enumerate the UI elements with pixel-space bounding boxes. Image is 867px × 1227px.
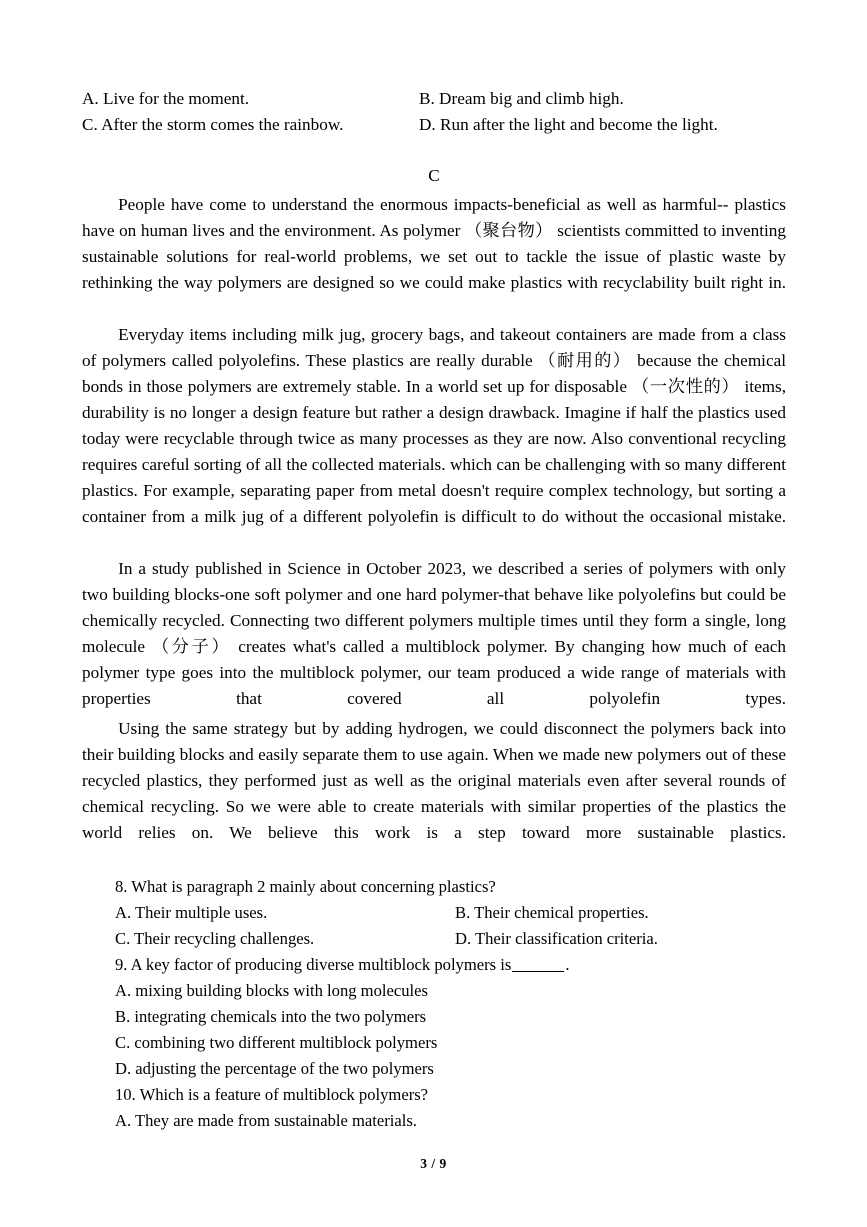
passage-paragraph-4 (82, 716, 786, 872)
question-10-stem-line (115, 1082, 786, 1108)
paragraph-text: Everyday items including milk jug, grocery bags, and takeout containers are made from a class of polymers called polyolefins. These plastics are really durable （耐用的） because the chemical bonds in those polymers are extremely stable. In a world set up for disposable （一次性的） items, durability is no longer a design feature but rather a design drawback. Imagine if half the plastics used today were recyclable through twice as many processes as they are now. Also conventional recycling requires careful sorting of all the collected materials. which can be challenging with so many different plastics. For example, separating paper from metal doesn't require complex technology, but sorting a container from a milk jug of a different polyolefin is difficult to do without the occasional mistake. (82, 325, 786, 526)
question-9-option-b[interactable]: B. integrating chemicals into the two polymers (115, 1007, 427, 1026)
question-9-option-b-line (115, 1004, 786, 1030)
question-10-option-a[interactable]: A. They are made from sustainable materials. (115, 1111, 417, 1130)
passage-paragraph-2 (82, 322, 786, 556)
paragraph-text: In a study published in Science in October 2023, we described a series of polymers with only two building blocks-one soft polymer and one hard polymer-that behave like polyolefins but could be chemically recycled. Connecting two different polymers multiple times until they form a single, long molecule （分子） creates what's called a multiblock polymer. By changing how much of each polymer type goes into the multiblock polymer, our team produced a wide range of materials with properties that covered all polyolefin types. (82, 559, 786, 708)
paragraph-text: Using the same strategy but by adding hydrogen, we could disconnect the polymers back into their building blocks and easily separate them to use again. When we made new polymers out of these recycled plastics, they performed just as well as the original materials even after several rounds of chemical recycling. So we were able to create materials with similar properties of the plastics the world relies on. We believe this work is a step toward more sustainable plastics. (82, 719, 786, 842)
option-b[interactable]: B. Dream big and climb high. (419, 89, 624, 108)
question-9-option-c-line (115, 1030, 786, 1056)
question-10-option-a-line (115, 1108, 786, 1134)
question-9-option-c[interactable]: C. combining two different multiblock polymers (115, 1033, 438, 1052)
passage-paragraph-1 (82, 192, 786, 322)
option-c[interactable]: C. After the storm comes the rainbow. (82, 115, 344, 134)
section-letter: C (428, 166, 440, 185)
question-9-option-a[interactable]: A. mixing building blocks with long molecules (115, 981, 428, 1000)
question-8-option-d[interactable]: D. Their classification criteria. (455, 929, 658, 948)
option-a[interactable]: A. Live for the moment. (82, 89, 250, 108)
question-8-options-row-2 (115, 926, 786, 952)
question-9-option-d[interactable]: D. adjusting the percentage of the two polymers (115, 1059, 434, 1078)
question-8-option-b[interactable]: B. Their chemical properties. (455, 903, 649, 922)
question-8-stem-line (115, 874, 786, 900)
question-9-option-a-line (115, 978, 786, 1004)
paragraph-text: People have come to understand the enormous impacts-beneficial as well as harmful-- plastics have on human lives and the environment. As polymer （聚台物） scientists committed to inventing sustainable solutions for real-world problems, we set out to tackle the issue of plastic waste by rethinking the way polymers are designed so we could make plastics with recyclability built right in. (82, 195, 786, 292)
question-8-options-row-1 (115, 900, 786, 926)
answer-blank[interactable] (512, 971, 564, 972)
question-8-option-a[interactable]: A. Their multiple uses. (115, 903, 268, 922)
question-9-stem-line (115, 952, 786, 978)
question-9-stem-text: 9. A key factor of producing diverse multiblock polymers is (115, 955, 512, 974)
question-10 (115, 1082, 786, 1134)
option-d[interactable]: D. Run after the light and become the light. (419, 115, 718, 134)
passage-paragraph-3 (82, 556, 786, 738)
question-block (115, 874, 786, 1134)
page-number-footer: 3 / 9 (420, 1156, 447, 1171)
question-9-stem-tail: . (565, 955, 570, 974)
question-8-option-c[interactable]: C. Their recycling challenges. (115, 929, 315, 948)
question-9-option-d-line (115, 1056, 786, 1082)
question-8 (115, 874, 786, 952)
question-10-stem: 10. Which is a feature of multiblock polymers? (115, 1085, 429, 1104)
question-9-stem (115, 952, 570, 978)
option-row (82, 86, 786, 112)
question-8-stem: 8. What is paragraph 2 mainly about concerning plastics? (115, 877, 496, 896)
question-9 (115, 952, 786, 1082)
option-row (82, 112, 786, 138)
previous-question-options (82, 86, 786, 138)
